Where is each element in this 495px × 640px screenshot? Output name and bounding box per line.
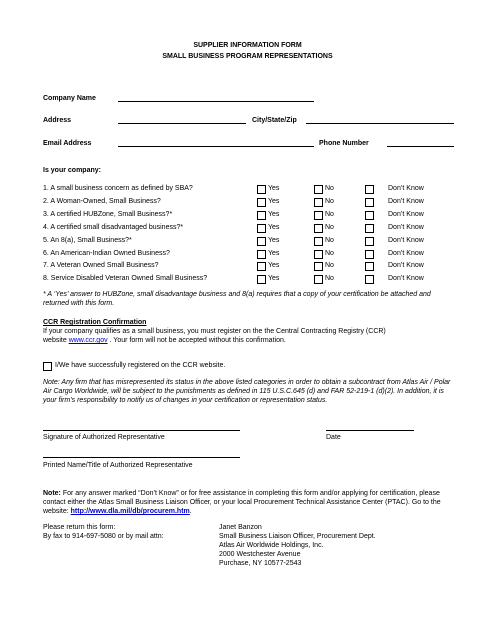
- contact-line: Atlas Air Worldwide Holdings, Inc.: [219, 542, 324, 549]
- question-text: 6. An American-Indian Owned Business?: [43, 250, 170, 257]
- question-intro: Is your company:: [43, 167, 101, 174]
- question-text: 5. An 8(a), Small Business?*: [43, 237, 132, 244]
- yes-label: Yes: [268, 224, 280, 231]
- signature-label: Signature of Authorized Representative: [43, 434, 165, 441]
- dont-know-checkbox[interactable]: [365, 224, 374, 233]
- yes-label: Yes: [268, 198, 280, 205]
- footnote: * A ‘Yes’ answer to HUBZone, small disadvantage business and 8(a) requires that a copy of your certification be attached and returned with this form.: [43, 291, 431, 307]
- yes-checkbox[interactable]: [257, 185, 266, 194]
- phone-field[interactable]: [387, 146, 454, 147]
- assistance-note-end: .: [189, 508, 192, 515]
- no-checkbox[interactable]: [314, 224, 323, 233]
- yes-checkbox[interactable]: [257, 250, 266, 259]
- date-field[interactable]: [326, 430, 414, 431]
- no-checkbox[interactable]: [314, 211, 323, 220]
- no-label: No: [325, 275, 334, 282]
- printed-name-field[interactable]: [43, 457, 240, 458]
- yes-label: Yes: [268, 262, 280, 269]
- question-text: 1. A small business concern as defined by SBA?: [43, 185, 193, 192]
- no-checkbox[interactable]: [314, 250, 323, 259]
- dont-know-label: Don’t Know: [388, 237, 424, 244]
- dont-know-checkbox[interactable]: [365, 185, 374, 194]
- form-subtitle: SMALL BUSINESS PROGRAM REPRESENTATIONS: [162, 53, 333, 60]
- question-text: 4. A certified small disadvantaged business?*: [43, 224, 184, 231]
- dont-know-checkbox[interactable]: [365, 250, 374, 259]
- ccr-text-line2: [43, 336, 286, 345]
- yes-checkbox[interactable]: [257, 224, 266, 233]
- dont-know-checkbox[interactable]: [365, 262, 374, 271]
- yes-checkbox[interactable]: [257, 262, 266, 271]
- dont-know-checkbox[interactable]: [365, 211, 374, 220]
- company-name-field[interactable]: [118, 101, 314, 102]
- no-checkbox[interactable]: [314, 262, 323, 271]
- contact-line: Small Business Liaison Officer, Procurement Dept.: [219, 533, 376, 540]
- signature-field[interactable]: [43, 430, 240, 431]
- no-label: No: [325, 224, 334, 231]
- ccr-confirm-checkbox[interactable]: [43, 362, 52, 371]
- procurement-link[interactable]: http://www.dla.mil/db/procurem.htm: [70, 508, 190, 515]
- phone-label: Phone Number: [319, 140, 369, 147]
- yes-checkbox[interactable]: [257, 237, 266, 246]
- yes-label: Yes: [268, 211, 280, 218]
- ccr-confirm-label: I/We have successfully registered on the CCR website.: [55, 362, 226, 369]
- contact-line: Janet Banzon: [219, 524, 262, 531]
- question-text: 8. Service Disabled Veteran Owned Small Business?: [43, 275, 208, 282]
- company-name-label: Company Name: [43, 95, 96, 102]
- contact-line: 2000 Westchester Avenue: [219, 551, 301, 558]
- ccr-heading: CCR Registration Confirmation: [43, 319, 147, 326]
- no-label: No: [325, 237, 334, 244]
- yes-label: Yes: [268, 250, 280, 257]
- city-state-zip-field[interactable]: [306, 123, 454, 124]
- email-field[interactable]: [118, 146, 314, 147]
- yes-checkbox[interactable]: [257, 198, 266, 207]
- dont-know-label: Don’t Know: [388, 275, 424, 282]
- assistance-note-text: For any answer marked “Don’t Know” or for free assistance in completing this form and/or applying for certification, please contact either the Atlas Small Business Liaison Officer, or your local Procurement Technical Assistance Center (PTAC). Go to the website:: [43, 490, 441, 515]
- no-label: No: [325, 198, 334, 205]
- no-checkbox[interactable]: [314, 275, 323, 284]
- dont-know-label: Don’t Know: [388, 224, 424, 231]
- dont-know-label: Don’t Know: [388, 211, 424, 218]
- no-label: No: [325, 185, 334, 192]
- ccr-link[interactable]: www.ccr.gov: [68, 337, 108, 344]
- return-instructions: Please return this form:: [43, 524, 116, 531]
- yes-checkbox[interactable]: [257, 275, 266, 284]
- no-label: No: [325, 262, 334, 269]
- no-checkbox[interactable]: [314, 185, 323, 194]
- yes-checkbox[interactable]: [257, 211, 266, 220]
- dont-know-checkbox[interactable]: [365, 198, 374, 207]
- dont-know-checkbox[interactable]: [365, 275, 374, 284]
- dont-know-label: Don’t Know: [388, 250, 424, 257]
- assistance-note-label: Note:: [43, 490, 61, 497]
- form-title: SUPPLIER INFORMATION FORM: [193, 42, 302, 49]
- dont-know-label: Don’t Know: [388, 185, 424, 192]
- address-label: Address: [43, 117, 72, 124]
- yes-label: Yes: [268, 185, 280, 192]
- assistance-note: [43, 489, 455, 516]
- misrepresentation-note: Note: Any firm that has misrepresented its status in the above listed categories in order to obtain a subcontract from Atlas Air / Polar Air Cargo Worldwide, will be subject to the punishments as defined in 115 U.S.C.645 (d) and FAR 52-219-1 (d)(2). In addition, it is your firm’s responsibility to notify us of changes in your certification or representation status.: [43, 379, 451, 404]
- no-checkbox[interactable]: [314, 237, 323, 246]
- yes-label: Yes: [268, 237, 280, 244]
- ccr-text-line1: If your company qualifies as a small business, you must register on the the Central Contracting Registry (CCR): [43, 328, 386, 335]
- yes-label: Yes: [268, 275, 280, 282]
- dont-know-checkbox[interactable]: [365, 237, 374, 246]
- ccr-website-prefix: website: [43, 337, 69, 344]
- email-label: Email Address: [43, 140, 92, 147]
- no-label: No: [325, 211, 334, 218]
- question-text: 2. A Woman-Owned, Small Business?: [43, 198, 161, 205]
- dont-know-label: Don’t Know: [388, 262, 424, 269]
- city-state-zip-label: City/State/Zip: [252, 117, 297, 124]
- question-text: 3. A certified HUBZone, Small Business?*: [43, 211, 173, 218]
- contact-line: Purchase, NY 10577-2543: [219, 560, 302, 567]
- ccr-website-suffix: . Your form will not be accepted without this confirmation.: [107, 337, 286, 344]
- return-method: By fax to 914-697-5080 or by mail attn:: [43, 533, 164, 540]
- date-label: Date: [326, 434, 341, 441]
- no-label: No: [325, 250, 334, 257]
- printed-name-label: Printed Name/Title of Authorized Representative: [43, 462, 193, 469]
- address-field[interactable]: [118, 123, 246, 124]
- question-text: 7. A Veteran Owned Small Business?: [43, 262, 159, 269]
- no-checkbox[interactable]: [314, 198, 323, 207]
- dont-know-label: Don’t Know: [388, 198, 424, 205]
